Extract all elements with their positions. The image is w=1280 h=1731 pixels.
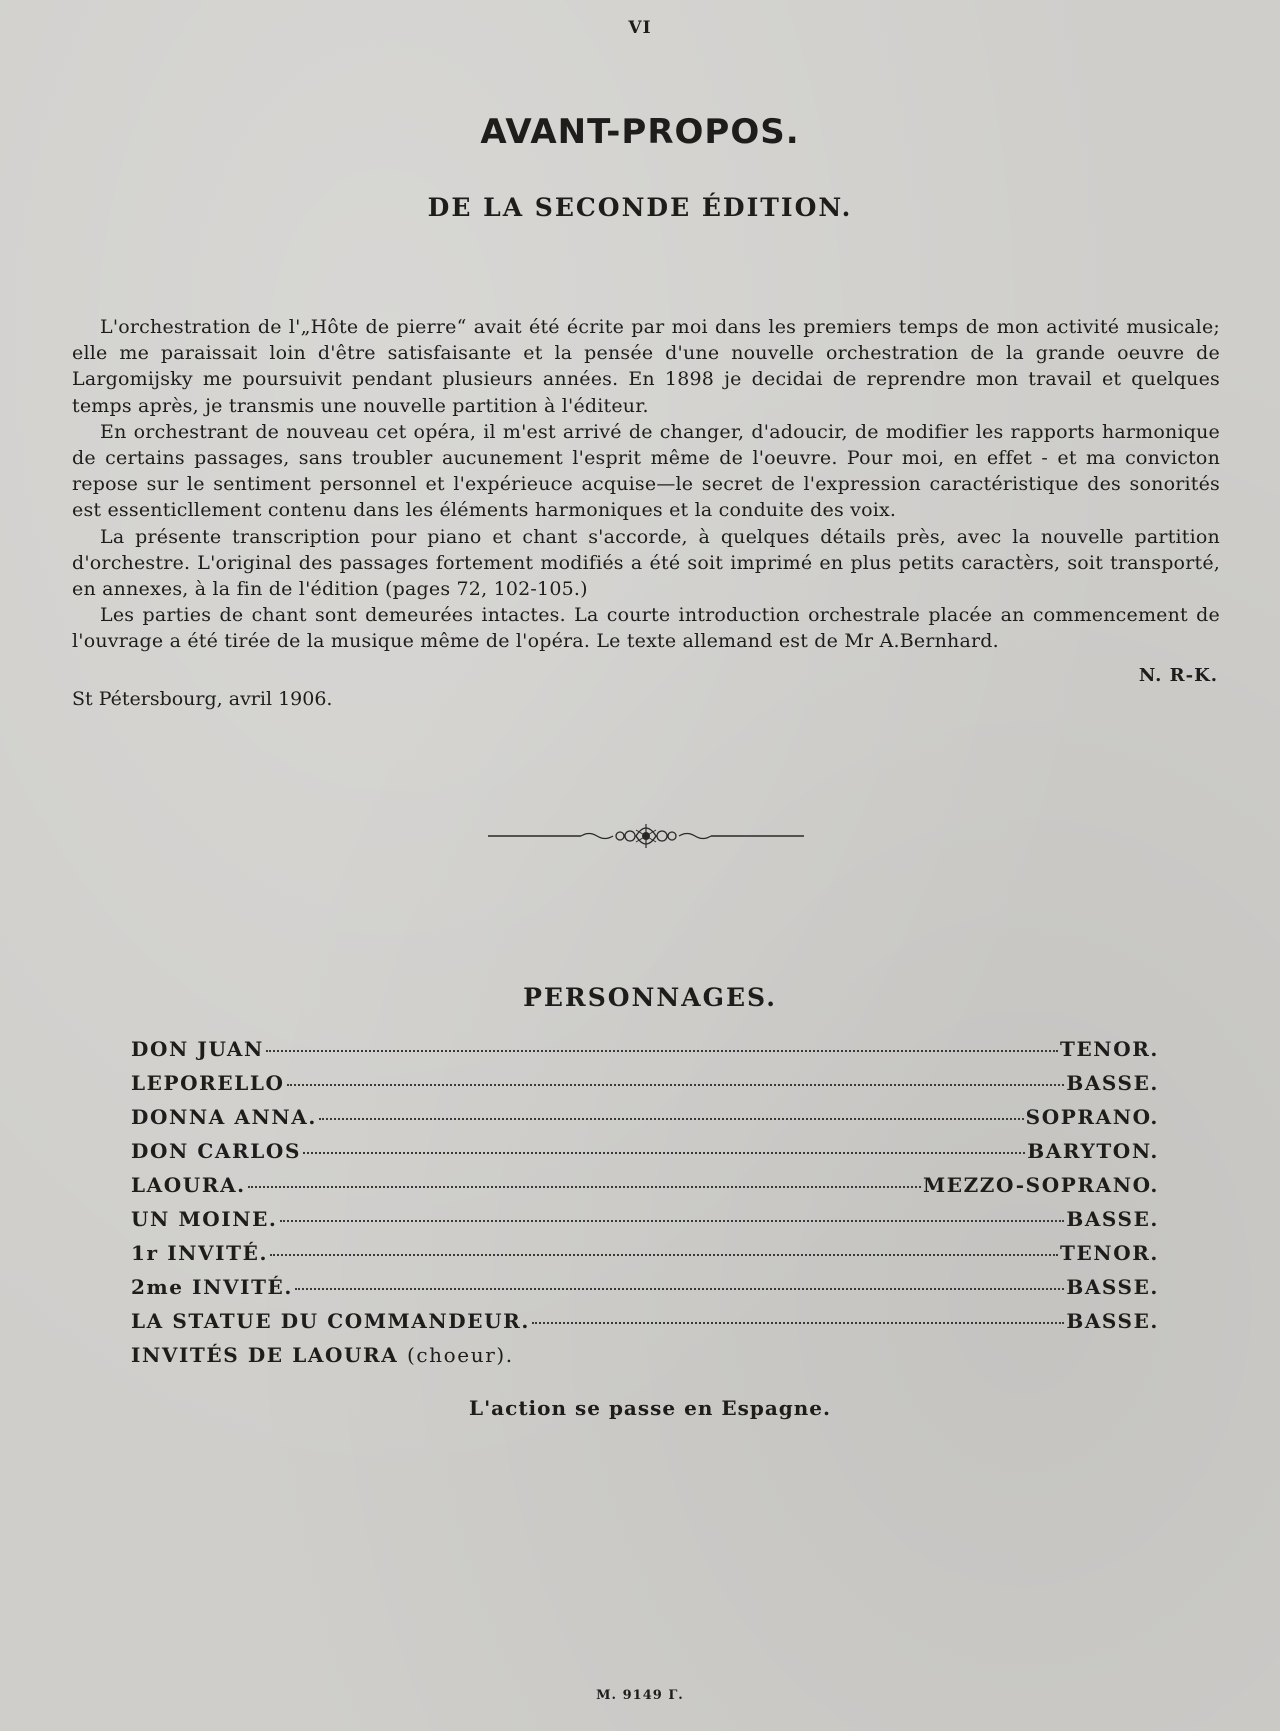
- ornament-divider-icon: [486, 808, 806, 864]
- page-subtitle: DE LA SECONDE ÉDITION.: [427, 193, 853, 222]
- dot-leader: [270, 1254, 1058, 1256]
- dot-leader: [303, 1152, 1025, 1154]
- voice-type: BASSE.: [1066, 1275, 1159, 1299]
- cast-row: [131, 1105, 1159, 1139]
- chorus-note: (choeur).: [406, 1343, 514, 1367]
- role-name: 1r INVITÉ.: [131, 1241, 269, 1265]
- page-number: VI: [628, 18, 652, 38]
- place-date: St Pétersbourg, avril 1906.: [72, 688, 333, 710]
- cast-row: [131, 1071, 1159, 1105]
- cast-row: [131, 1139, 1159, 1173]
- role-name: LEPORELLO: [131, 1071, 285, 1095]
- cast-row: [131, 1309, 1159, 1343]
- dot-leader: [287, 1084, 1065, 1086]
- page-title: AVANT-PROPOS.: [480, 112, 800, 152]
- role-name: UN MOINE.: [131, 1207, 278, 1231]
- preface-text: [72, 314, 1220, 655]
- dot-leader: [319, 1118, 1024, 1120]
- voice-type: BARYTON.: [1027, 1139, 1159, 1163]
- chorus-row: [131, 1343, 1159, 1377]
- role-name: 2me INVITÉ.: [131, 1275, 293, 1299]
- dot-leader: [295, 1288, 1064, 1290]
- role-name: LAOURA.: [131, 1173, 246, 1197]
- cast-row: [131, 1241, 1159, 1275]
- preface-paragraph: L'orchestration de l'„Hôte de pierre“ avait été écrite par moi dans les premiers temps de mon activité musicale; elle me paraissait loin d'être satisfaisante et la pensée d'une nouvelle orchestration de la grande oeuvre de Largomijsky me poursuivit pendant plusieurs années. En 1898 je decidai de reprendre mon travail et quelques temps après, je transmis une nouvelle partition à l'éditeur.: [72, 316, 1220, 417]
- dot-leader: [280, 1220, 1065, 1222]
- preface-paragraph: La présente transcription pour piano et chant s'accorde, à quelques détails près, avec la nouvelle partition d'orchestre. L'original des passages fortement modifiés a été soit imprimé en plus petits caractèrs, soit transporté, en annexes, à la fin de l'édition (pages 72, 102-105.): [72, 525, 1220, 601]
- role-name: LA STATUE DU COMMANDEUR.: [131, 1309, 530, 1333]
- author-signature: N. R-K.: [1138, 665, 1218, 686]
- role-name: DON CARLOS: [131, 1139, 301, 1163]
- voice-type: MEZZO-SOPRANO.: [923, 1173, 1159, 1197]
- preface-paragraph: Les parties de chant sont demeurées intactes. La courte introduction orchestrale placée an commencement de l'ouvrage a été tirée de la musique même de l'opéra. Le texte allemand est de Mr A.Bernhard.: [72, 604, 1220, 653]
- chorus-name: INVITÉS DE LAOURA: [131, 1343, 399, 1367]
- cast-row: [131, 1173, 1159, 1207]
- cast-list: [131, 1037, 1159, 1377]
- plate-number: M. 9149 Г.: [596, 1688, 684, 1703]
- voice-type: TENOR.: [1059, 1241, 1159, 1265]
- dot-leader: [248, 1186, 921, 1188]
- voice-type: SOPRANO.: [1025, 1105, 1159, 1129]
- dot-leader: [266, 1050, 1058, 1052]
- voice-type: BASSE.: [1066, 1309, 1159, 1333]
- cast-row: [131, 1037, 1159, 1071]
- voice-type: TENOR.: [1059, 1037, 1159, 1061]
- dot-leader: [532, 1322, 1064, 1324]
- cast-row: [131, 1207, 1159, 1241]
- preface-paragraph: En orchestrant de nouveau cet opéra, il m'est arrivé de changer, d'adoucir, de modifier les rapports harmonique de certains passages, sans troubler aucunement l'esprit même de l'oeuvre. Pour moi, en effet - et ma convicton repose sur le sentiment personnel et l'expérieuce acquise—le secret de l'expression caractéristique des sonorités est essenticllement contenu dans les éléments harmoniques et la conduite des voix.: [72, 420, 1220, 522]
- role-name: DONNA ANNA.: [131, 1105, 317, 1129]
- setting-line: L'action se passe en Espagne.: [469, 1396, 831, 1420]
- role-name: DON JUAN: [131, 1037, 264, 1061]
- characters-heading: PERSONNAGES.: [523, 983, 777, 1012]
- cast-row: [131, 1275, 1159, 1309]
- voice-type: BASSE.: [1066, 1207, 1159, 1231]
- voice-type: BASSE.: [1066, 1071, 1159, 1095]
